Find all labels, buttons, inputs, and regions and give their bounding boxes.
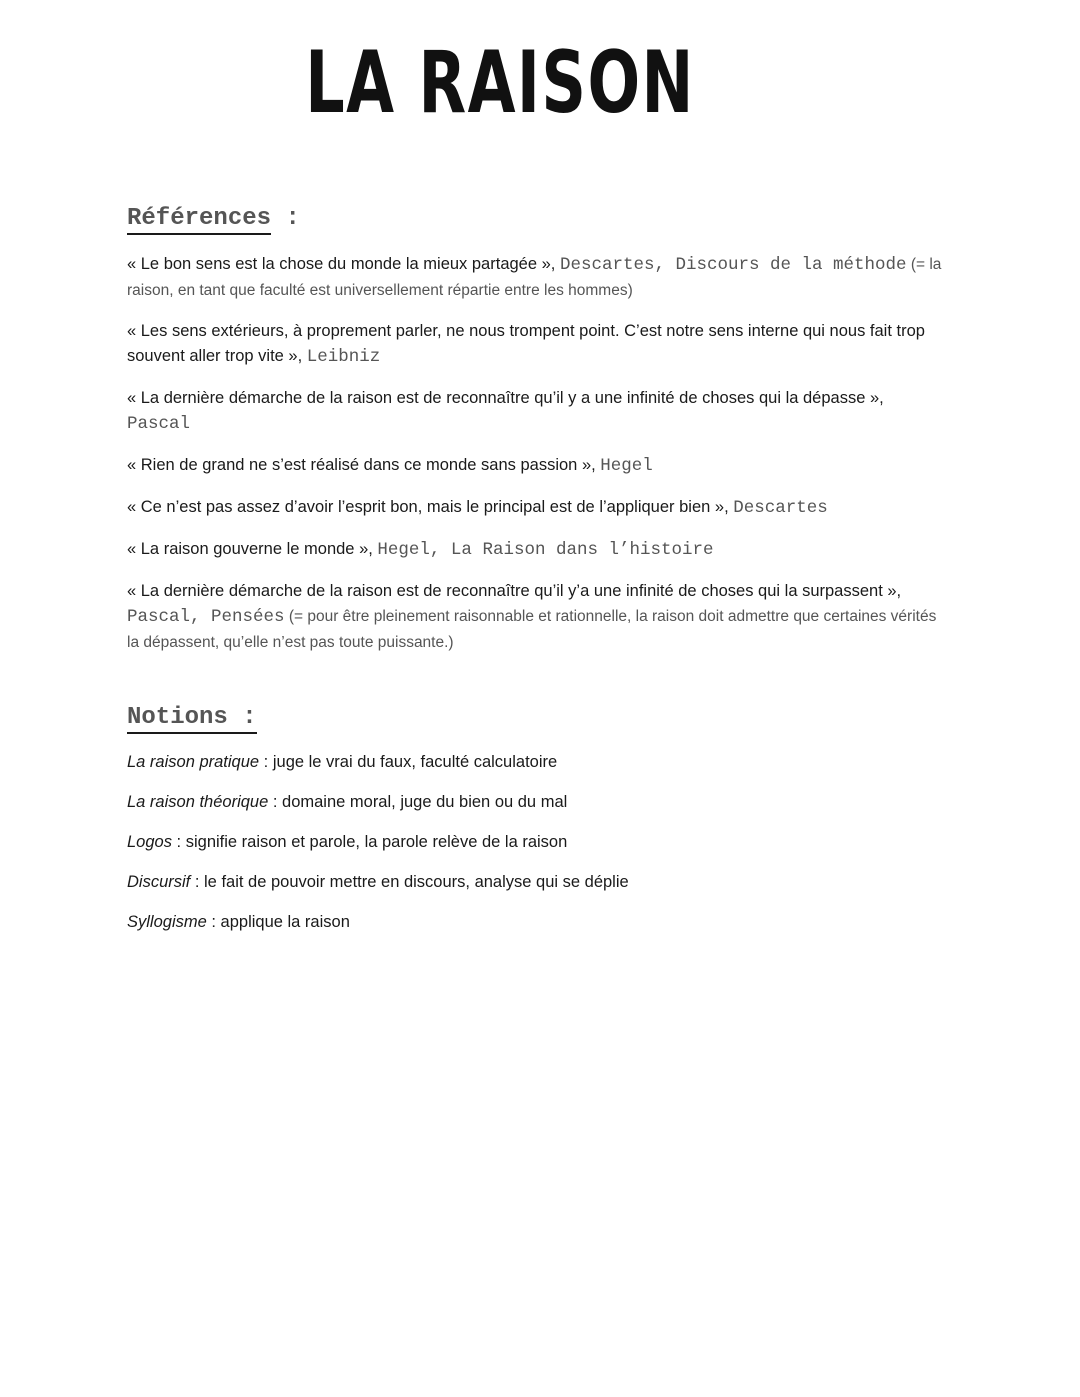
reference-item bbox=[127, 386, 947, 437]
notion-definition: : domaine moral, juge du bien ou du mal bbox=[268, 793, 568, 811]
notion-definition: : le fait de pouvoir mettre en discours, analyse qui se déplie bbox=[190, 873, 629, 891]
notion-item bbox=[127, 830, 947, 854]
reference-source: Descartes bbox=[733, 498, 828, 518]
reference-source: Hegel bbox=[600, 456, 653, 476]
notion-term: Discursif bbox=[127, 873, 191, 891]
reference-quote: « Ce n’est pas assez d’avoir l’esprit bon, mais le principal est de l’appliquer bien », bbox=[127, 498, 734, 516]
notion-item bbox=[127, 910, 947, 934]
reference-quote: « Les sens extérieurs, à proprement parler, ne nous trompent point. C’est notre sens interne qui nous fait trop souvent aller trop vite », bbox=[127, 322, 925, 365]
notion-item bbox=[127, 750, 947, 774]
reference-item bbox=[127, 319, 947, 370]
notion-item bbox=[127, 870, 947, 894]
notions-heading-text: Notions : bbox=[127, 704, 257, 734]
notion-definition: : juge le vrai du faux, faculté calculatoire bbox=[259, 753, 558, 771]
reference-quote: « Rien de grand ne s’est réalisé dans ce monde sans passion », bbox=[127, 456, 601, 474]
notions-heading bbox=[127, 704, 257, 733]
references-heading bbox=[127, 205, 300, 234]
reference-item bbox=[127, 453, 947, 479]
notion-term: Syllogisme bbox=[127, 913, 207, 931]
reference-source: Leibniz bbox=[306, 347, 381, 367]
reference-source: Hegel, La Raison dans l’histoire bbox=[377, 540, 714, 560]
reference-quote: « La dernière démarche de la raison est de reconnaître qu’il y’a une infinité de choses qui la surpassent », bbox=[127, 582, 902, 600]
notions-list bbox=[127, 750, 947, 950]
reference-note: (= pour être pleinement raisonnable et rationnelle, la raison doit admettre que certaines vérités la dépassent, qu’elle n’est pas toute puissante.) bbox=[127, 608, 937, 651]
reference-source: Pascal bbox=[127, 414, 191, 434]
notion-definition: : applique la raison bbox=[206, 913, 350, 931]
reference-quote: « Le bon sens est la chose du monde la mieux partagée », bbox=[127, 255, 560, 273]
reference-item bbox=[127, 537, 947, 563]
reference-item bbox=[127, 252, 947, 303]
page-title: LA RAISON bbox=[305, 33, 695, 133]
notion-item bbox=[127, 790, 947, 814]
reference-item bbox=[127, 579, 947, 655]
reference-quote: « La raison gouverne le monde », bbox=[127, 540, 378, 558]
references-heading-text: Références bbox=[127, 205, 271, 235]
notion-definition: : signifie raison et parole, la parole relève de la raison bbox=[171, 833, 568, 851]
notion-term: La raison pratique bbox=[127, 753, 260, 771]
reference-note: (= la raison, en tant que faculté est universellement répartie entre les hommes) bbox=[127, 256, 942, 299]
notion-term: La raison théorique bbox=[127, 793, 269, 811]
reference-source: Pascal, Pensées bbox=[127, 607, 285, 627]
reference-source: Descartes, Discours de la méthode bbox=[559, 255, 907, 275]
reference-quote: « La dernière démarche de la raison est de reconnaître qu’il y a une infinité de choses qui la dépasse », bbox=[127, 389, 884, 407]
references-list bbox=[127, 252, 947, 671]
references-heading-colon: : bbox=[285, 205, 300, 232]
reference-item bbox=[127, 495, 947, 521]
notion-term: Logos bbox=[127, 833, 172, 851]
